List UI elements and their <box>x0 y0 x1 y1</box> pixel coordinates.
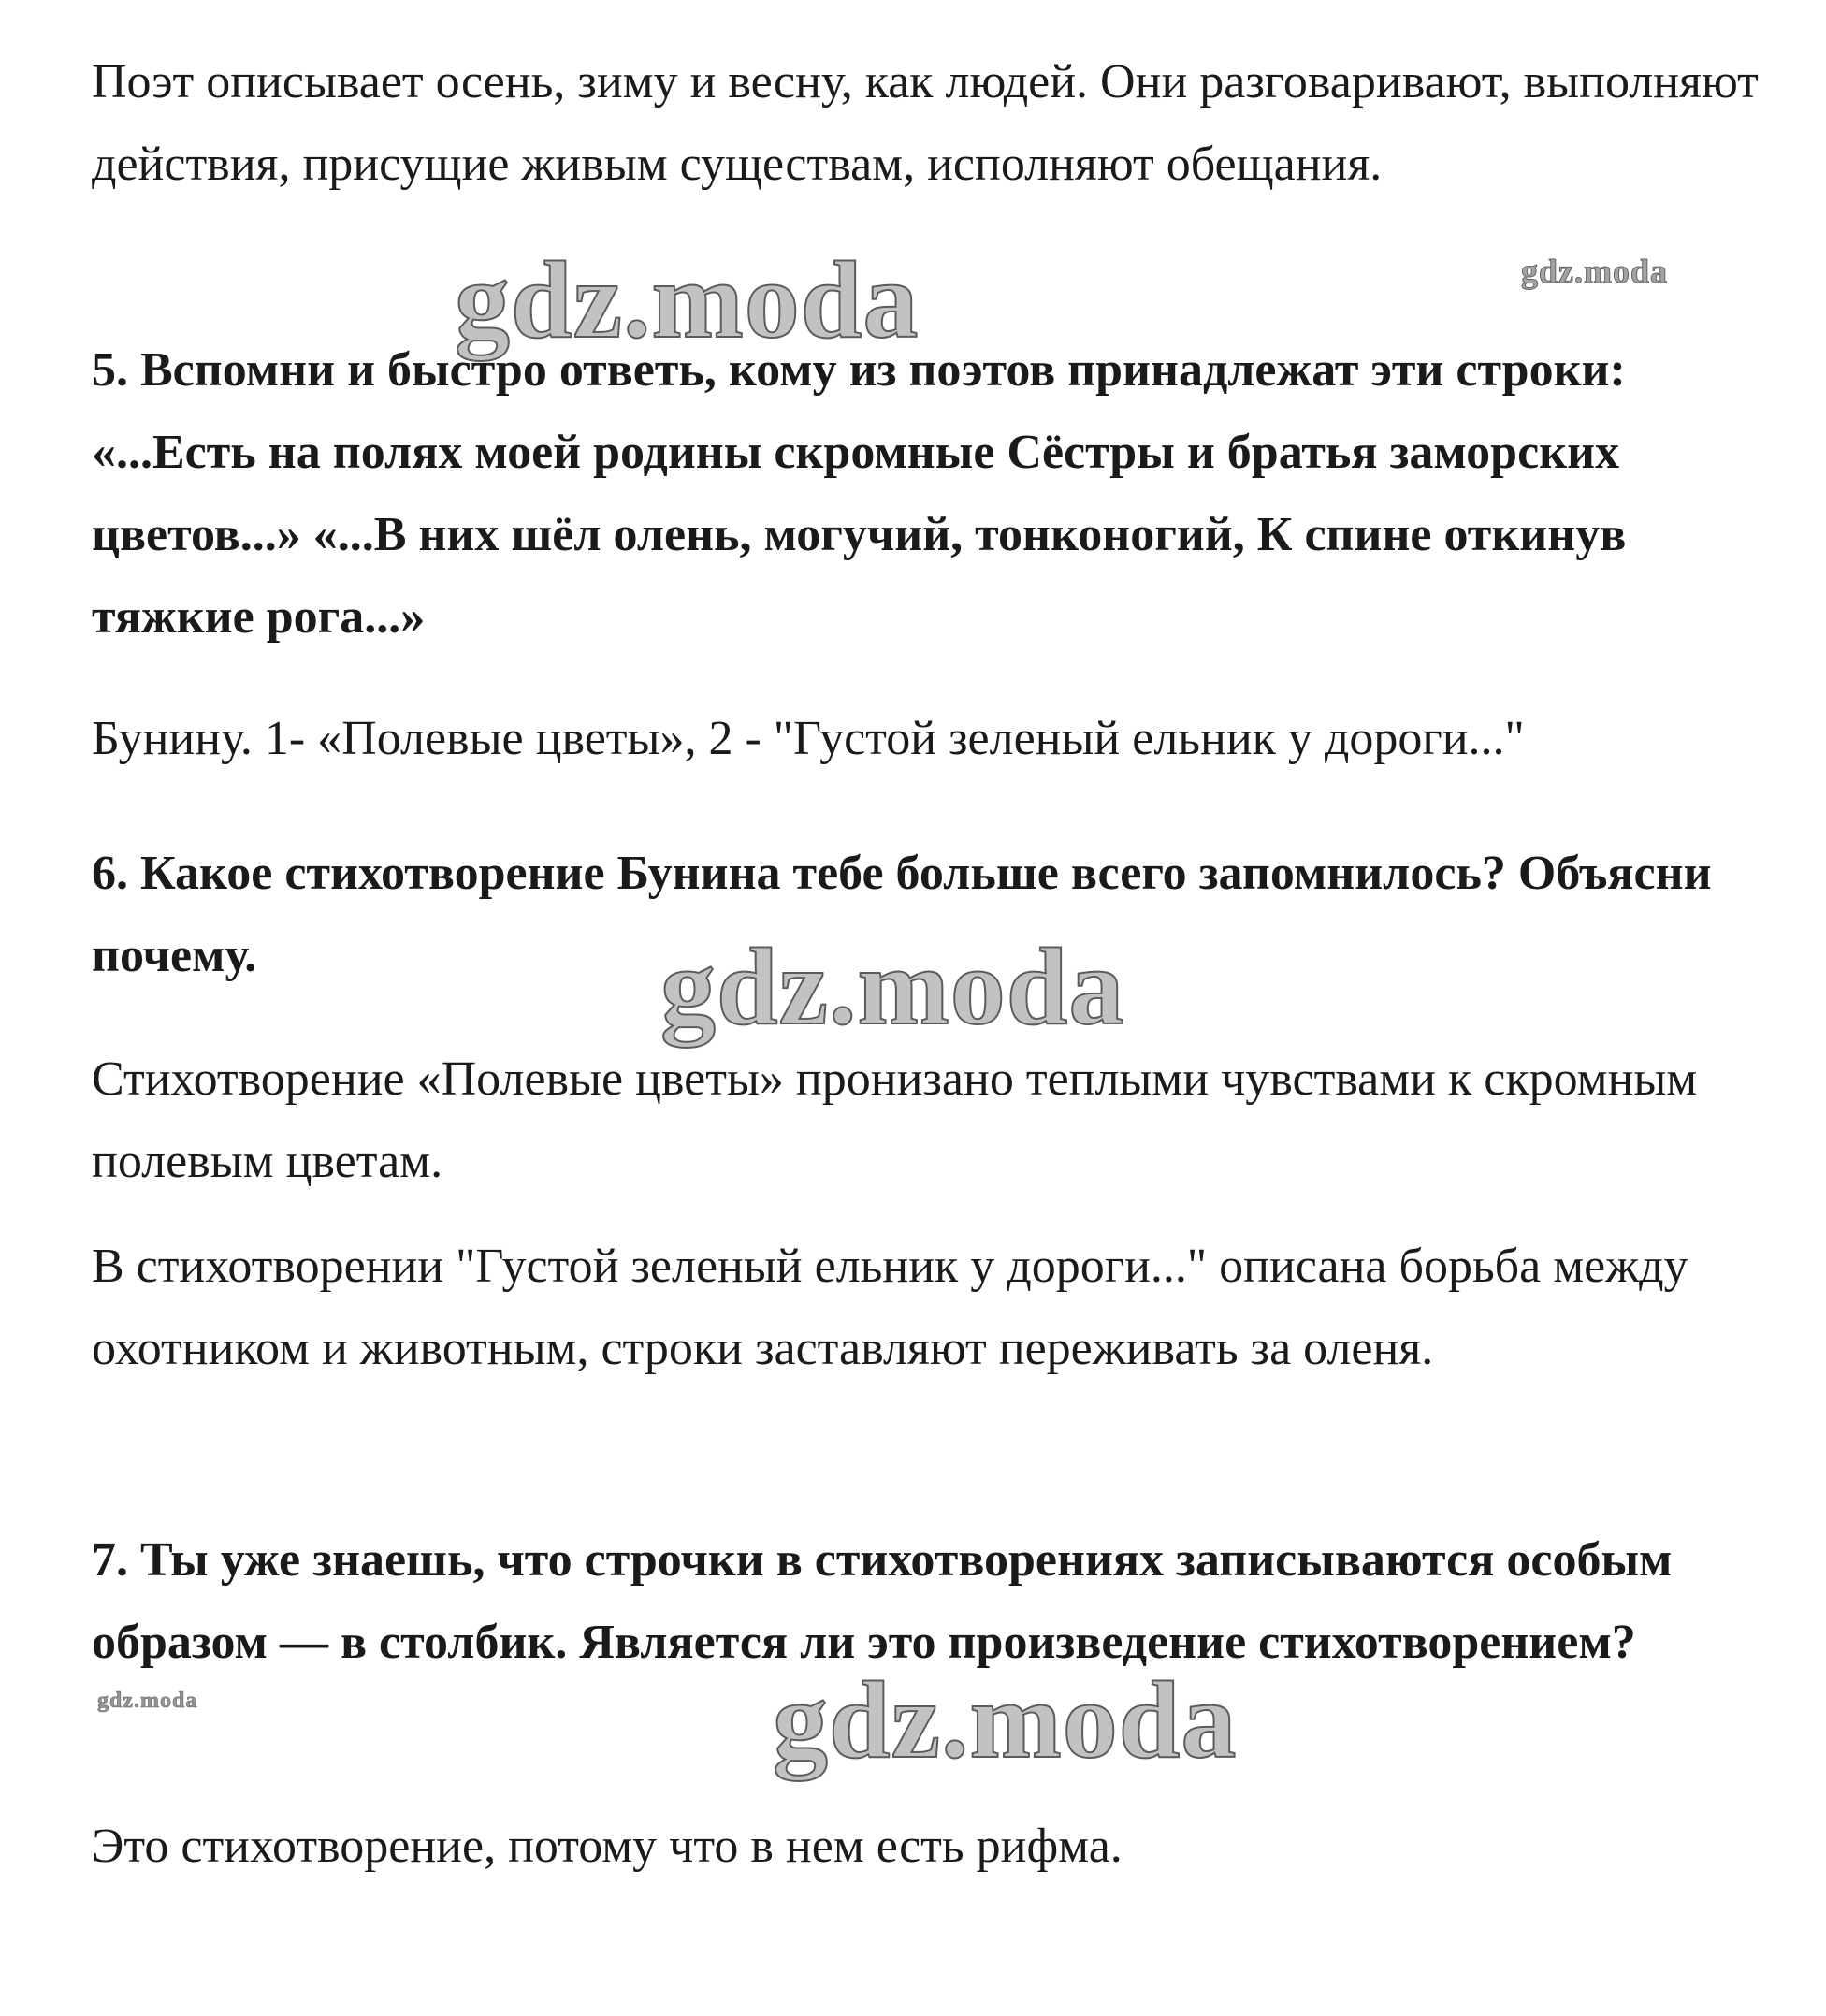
answer-4-text: Поэт описывает осень, зиму и весну, как людей. Они разговаривают, выполняют действия, присущие живым существам, исполняют обещания. <box>92 55 1759 191</box>
answer-6a-text: Стихотворение «Полевые цветы» пронизано теплыми чувствами к скромным полевым цветам. <box>92 1052 1698 1188</box>
watermark-logo: gdz.moda <box>660 925 1125 1048</box>
watermark-logo: gdz.moda <box>455 239 920 361</box>
watermark-logo: gdz.moda <box>97 1689 198 1713</box>
answer-5-text: Бунину. 1- «Полевые цветы», 2 - "Густой зеленый ельник у дороги..." <box>92 712 1525 765</box>
watermark-logo: gdz.moda <box>773 1659 1238 1781</box>
question-7: 7. Ты уже знаешь, что строчки в стихотворениях записываются особым образом — в столбик. Является ли это произведение стихотворением? <box>92 1533 1673 1669</box>
question-5: 5. Вспомни и быстро ответь, кому из поэтов принадлежат эти строки: «...Есть на полях моей родины скромные Сёстры и братья заморских цветов...» «...В них шёл олень, могучий, тонконогий, К спине откинув тяжкие рога...» <box>92 343 1627 644</box>
answer-6b-text: В стихотворении "Густой зеленый ельник у дороги..." описана борьба между охотником и животным, строки заставляют переживать за оленя. <box>92 1240 1688 1375</box>
watermark-logo: gdz.moda <box>1521 253 1669 290</box>
answer-7-text: Это стихотворение, потому что в нем есть рифма. <box>92 1820 1123 1873</box>
question-6: 6. Какое стихотворение Бунина тебе больше всего запомнилось? Объясни почему. <box>92 847 1712 982</box>
